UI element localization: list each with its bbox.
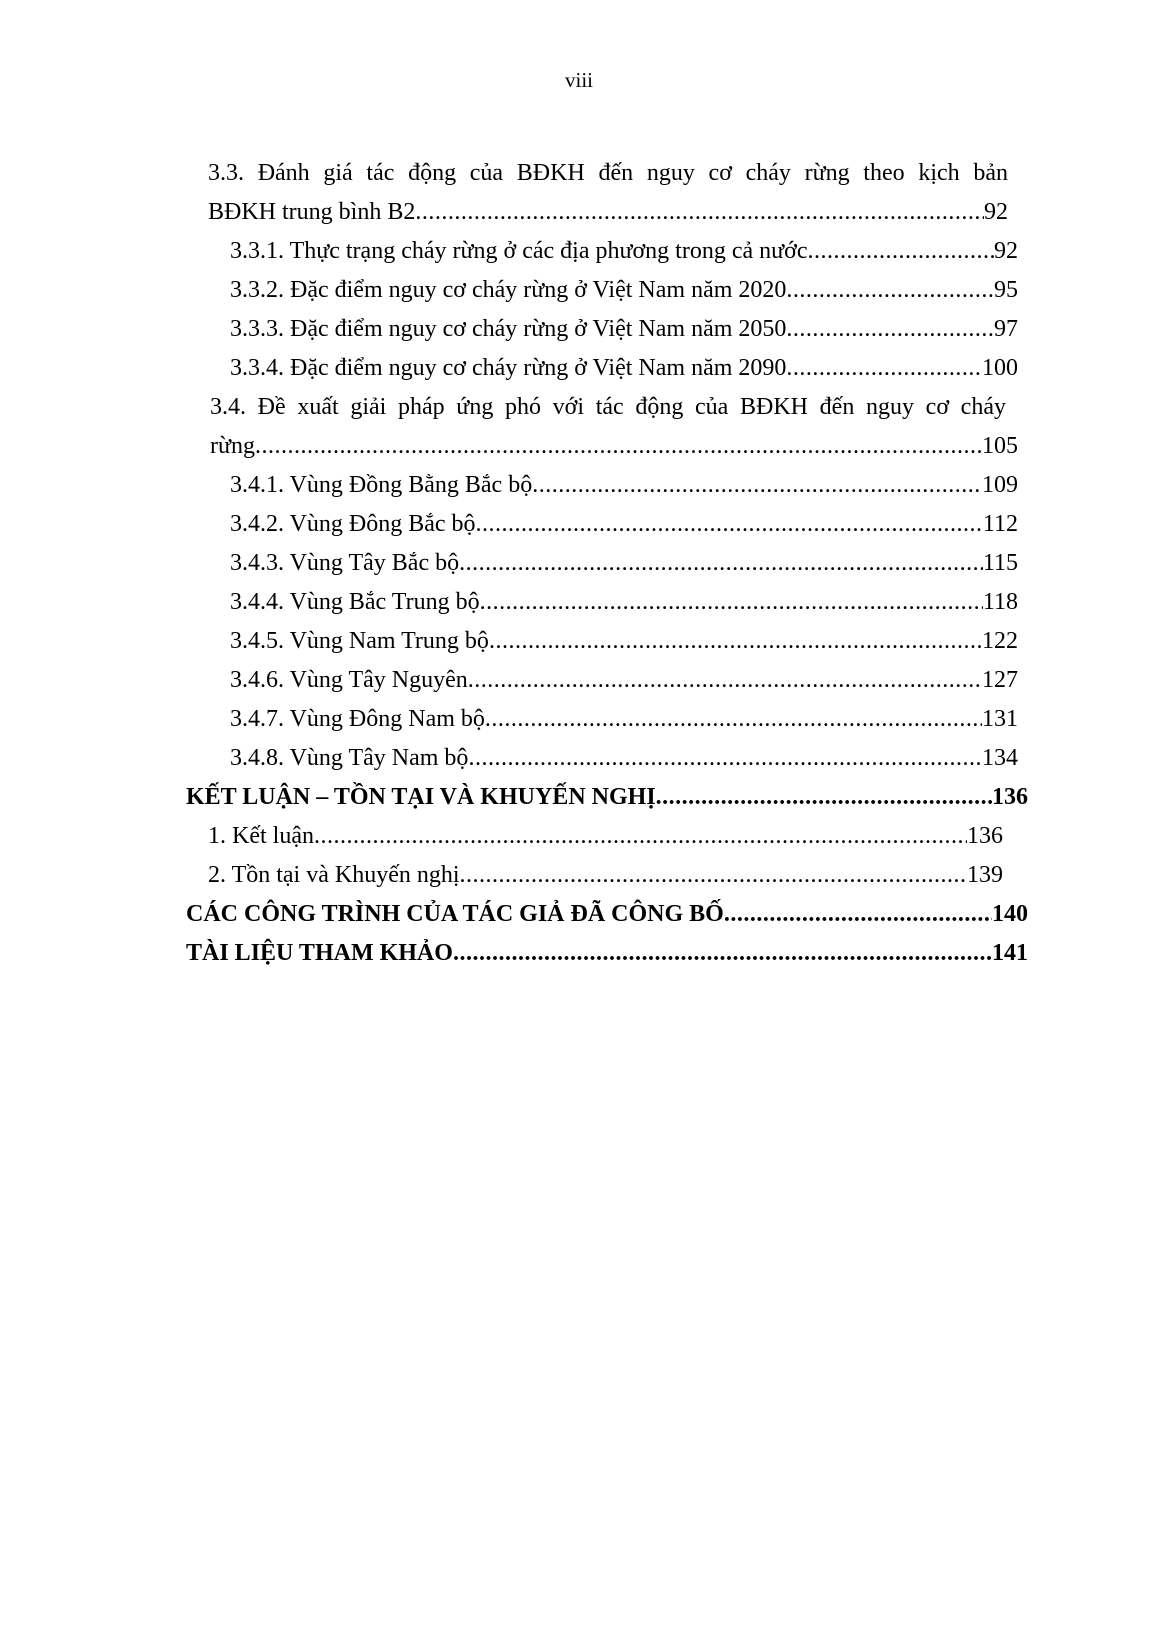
toc-page: 92 <box>984 199 1008 225</box>
leader-dots <box>480 587 983 617</box>
toc-page: 112 <box>982 511 1018 537</box>
leader-dots <box>255 431 982 461</box>
leader-dots <box>489 626 982 656</box>
toc-label: 1. Kết luận <box>208 823 314 849</box>
leader-dots <box>314 821 967 851</box>
toc-publications[interactable] <box>186 899 1028 929</box>
leader-dots <box>415 197 984 227</box>
toc-label: BĐKH trung bình B2 <box>208 199 416 225</box>
toc-label: 3.4.4. Vùng Bắc Trung bộ <box>230 589 480 615</box>
leader-dots <box>786 314 994 344</box>
toc-label: 3.4.1. Vùng Đồng Bằng Bắc bộ <box>230 472 533 498</box>
toc-3-3-4[interactable] <box>230 353 1018 383</box>
toc-label: 3.3.4. Đặc điểm nguy cơ cháy rừng ở Việt Nam năm 2090 <box>230 355 787 381</box>
toc-page: 95 <box>994 277 1018 303</box>
toc-label: 3.4.2. Vùng Đông Bắc bộ <box>230 511 476 537</box>
toc-label: 3.4.7. Vùng Đông Nam bộ <box>230 706 485 732</box>
toc-page: 122 <box>982 628 1018 654</box>
toc-3-4-7[interactable] <box>230 704 1018 734</box>
leader-dots <box>786 275 994 305</box>
toc-page: 105 <box>982 433 1018 459</box>
toc-conclusion-2[interactable] <box>208 860 1003 890</box>
toc-3-3-line2[interactable] <box>208 197 1008 227</box>
leader-dots <box>459 548 983 578</box>
toc-3-3-line1: 3.3. Đánh giá tác động của BĐKH đến nguy cơ cháy rừng theo kịch bản <box>208 160 1008 186</box>
toc-page: 127 <box>982 667 1018 693</box>
toc-3-3-3[interactable] <box>230 314 1018 344</box>
toc-label: CÁC CÔNG TRÌNH CỦA TÁC GIẢ ĐÃ CÔNG BỐ <box>186 901 724 927</box>
toc-3-4-3[interactable] <box>230 548 1018 578</box>
toc-3-3-2[interactable] <box>230 275 1018 305</box>
toc-conclusion[interactable] <box>186 782 1028 812</box>
toc-3-4-2[interactable] <box>230 509 1018 539</box>
toc-page: 141 <box>992 940 1028 966</box>
leader-dots <box>453 938 992 968</box>
leader-dots <box>468 665 982 695</box>
toc-page: 136 <box>992 784 1028 810</box>
toc-page: 118 <box>982 589 1018 615</box>
toc-conclusion-1[interactable] <box>208 821 1003 851</box>
toc-page: 109 <box>982 472 1018 498</box>
toc-page: 115 <box>982 550 1018 576</box>
toc-3-4-8[interactable] <box>230 743 1018 773</box>
leader-dots <box>532 470 982 500</box>
leader-dots <box>808 236 995 266</box>
leader-dots <box>724 899 992 929</box>
leader-dots <box>786 353 982 383</box>
toc-3-3-1[interactable] <box>230 236 1018 266</box>
toc-page: 92 <box>994 238 1018 264</box>
toc-label: 2. Tồn tại và Khuyến nghị <box>208 862 460 888</box>
leader-dots <box>476 509 983 539</box>
toc-3-4-1[interactable] <box>230 470 1018 500</box>
toc-3-4-4[interactable] <box>230 587 1018 617</box>
toc-page: 136 <box>967 823 1003 849</box>
toc-label: 3.3.3. Đặc điểm nguy cơ cháy rừng ở Việt Nam năm 2050 <box>230 316 787 342</box>
toc-page: 131 <box>982 706 1018 732</box>
toc-label: 3.3.1. Thực trạng cháy rừng ở các địa phương trong cả nước <box>230 238 808 264</box>
leader-dots <box>468 743 982 773</box>
toc-label: rừng <box>210 433 255 459</box>
toc-page: 140 <box>992 901 1028 927</box>
toc-label: 3.3.2. Đặc điểm nguy cơ cháy rừng ở Việt Nam năm 2020 <box>230 277 787 303</box>
toc-3-4-line1: 3.4. Đề xuất giải pháp ứng phó với tác động của BĐKH đến nguy cơ cháy <box>210 394 1006 420</box>
leader-dots <box>485 704 982 734</box>
page-number: viii <box>564 68 593 92</box>
toc-label: 3.4.3. Vùng Tây Bắc bộ <box>230 550 460 576</box>
leader-dots <box>460 860 967 890</box>
toc-page: 139 <box>967 862 1003 888</box>
toc-page: 134 <box>982 745 1018 771</box>
toc-page: 97 <box>994 316 1018 342</box>
toc-label: KẾT LUẬN – TỒN TẠI VÀ KHUYẾN NGHỊ <box>186 784 656 810</box>
toc-3-4-5[interactable] <box>230 626 1018 656</box>
leader-dots <box>656 782 992 812</box>
toc-label: 3.4.6. Vùng Tây Nguyên <box>230 667 468 693</box>
toc-page: 100 <box>982 355 1018 381</box>
toc-label: 3.4.5. Vùng Nam Trung bộ <box>230 628 489 654</box>
toc-label: TÀI LIỆU THAM KHẢO <box>186 940 453 966</box>
toc-3-4-line2[interactable] <box>210 431 1018 461</box>
toc-references[interactable] <box>186 938 1028 968</box>
toc-label: 3.4.8. Vùng Tây Nam bộ <box>230 745 469 771</box>
toc-3-4-6[interactable] <box>230 665 1018 695</box>
